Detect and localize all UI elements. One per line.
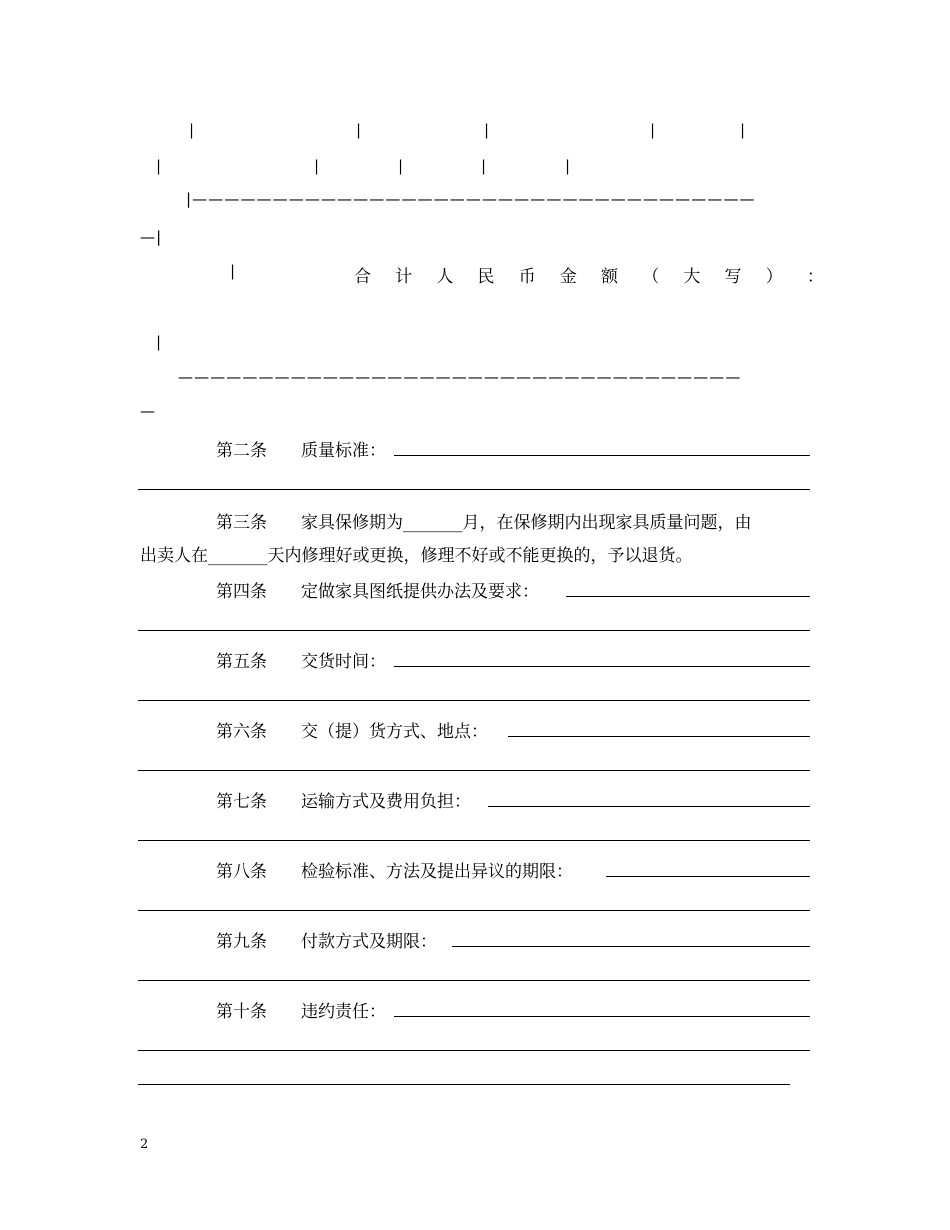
article-number: 第九条 [216, 932, 267, 952]
article-heading: 质量标准： [301, 441, 386, 461]
table-bar: | [481, 157, 487, 175]
table-bar: | [484, 121, 490, 139]
blank: _______ [208, 546, 268, 566]
table-bar: | [398, 157, 404, 175]
fill-line [138, 770, 810, 771]
article-number: 第六条 [216, 722, 267, 742]
fill-line [394, 666, 810, 667]
fill-line [606, 876, 810, 877]
fill-line [488, 806, 810, 807]
table-bar: | [740, 121, 746, 139]
fill-line [452, 946, 810, 947]
table-bar: | [156, 333, 162, 351]
table-bar: | [156, 157, 162, 175]
total-char: 金 [559, 267, 577, 287]
table-bar: | [230, 262, 236, 280]
total-char: 额 [601, 267, 619, 287]
article-heading: 交（提）货方式、地点： [301, 722, 488, 742]
total-char: 合 [354, 267, 371, 287]
text-segment: 家具保修期为 [301, 513, 403, 533]
blank: _______ [403, 513, 463, 533]
text-segment: 天内修理好或更换，修理不好或不能更换的，予以退货。 [267, 546, 693, 566]
fill-line [138, 1084, 790, 1085]
article-heading: 交货时间： [301, 652, 386, 672]
article-heading: 定做家具图纸提供办法及要求： [301, 582, 539, 602]
article-number: 第七条 [216, 792, 267, 812]
article-heading: 违约责任： [301, 1002, 386, 1022]
table-dash-row: |——————————————————————————————————— [186, 190, 756, 208]
fill-line [566, 596, 810, 597]
table-bar: | [189, 121, 195, 139]
article-text [301, 508, 752, 533]
page-number: 2 [140, 1137, 149, 1152]
total-amount-label [354, 262, 824, 287]
total-char: ） [765, 267, 783, 287]
fill-line [138, 1050, 810, 1051]
article-text [140, 546, 693, 566]
table-bar: | [650, 121, 656, 139]
text-segment: 出卖人在 [140, 546, 208, 566]
fill-line [138, 489, 810, 490]
article-number: 第十条 [216, 1002, 267, 1022]
total-char: 人 [436, 267, 454, 287]
fill-line [138, 630, 810, 631]
total-char: （ [642, 267, 660, 287]
text-segment: 月，在保修期内出现家具质量问题，由 [462, 513, 752, 533]
article-number: 第二条 [216, 441, 267, 461]
article-heading: 付款方式及期限： [301, 932, 437, 952]
article-heading: 检验标准、方法及提出异议的期限： [301, 862, 573, 882]
table-bar: | [565, 157, 571, 175]
table-bar: | [356, 121, 362, 139]
total-char: 币 [518, 267, 536, 287]
total-char: 大 [683, 267, 701, 287]
article-number: 第三条 [216, 513, 267, 533]
fill-line [138, 980, 810, 981]
table-dash-row-end: —| [140, 228, 163, 246]
total-char: 民 [477, 267, 495, 287]
fill-line [138, 910, 810, 911]
total-char: 计 [395, 267, 413, 287]
fill-line [394, 455, 810, 456]
article-number: 第八条 [216, 862, 267, 882]
fill-line [138, 840, 810, 841]
article-heading: 运输方式及费用负担： [301, 792, 471, 812]
fill-line [394, 1016, 810, 1017]
article-number: 第四条 [216, 582, 267, 602]
fill-line [138, 700, 810, 701]
table-bar: | [314, 157, 320, 175]
fill-line [508, 736, 810, 737]
total-char: ： [806, 267, 824, 287]
table-dash-row: ——————————————————————————————————— [178, 368, 742, 386]
table-dash-row-end: — [140, 402, 157, 420]
total-char: 写 [724, 267, 742, 287]
article-number: 第五条 [216, 652, 267, 672]
